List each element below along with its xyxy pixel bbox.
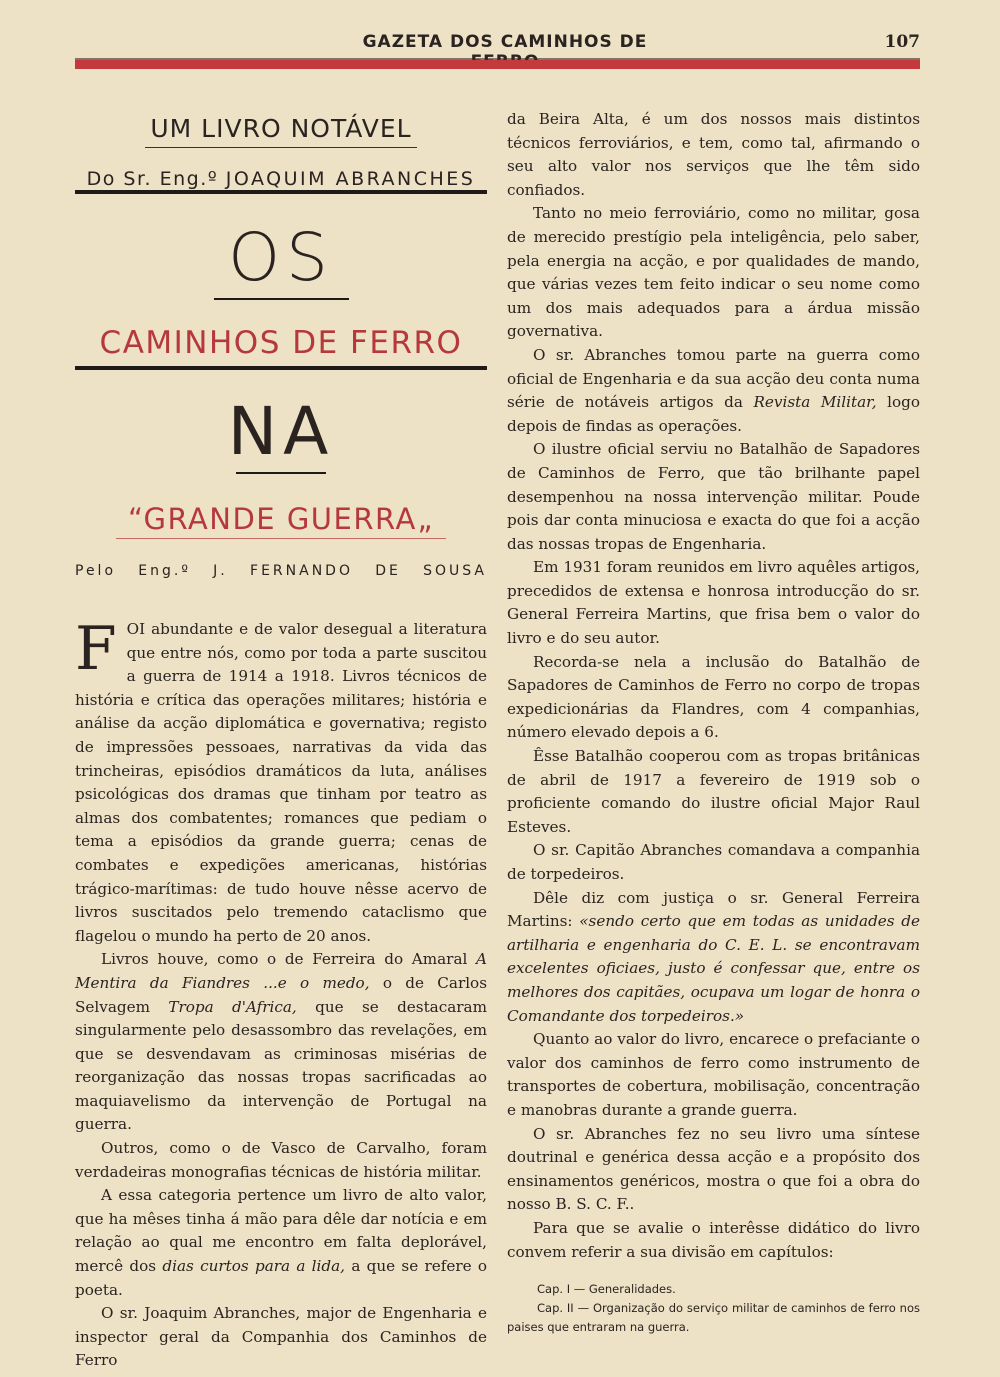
paragraph: Outros, como o de Vasco de Carvalho, foram verdadeiras monografias técnicas de história militar. <box>75 1139 487 1181</box>
paragraph: Êsse Batalhão cooperou com as tropas britânicas de abril de 1917 a fevereiro de 1919 sob o proficiente comando do ilustre oficial Major Raul Esteves. <box>507 747 920 836</box>
chapter-list <box>507 1280 920 1337</box>
author-prefix: Do Sr. Eng.º <box>86 168 219 190</box>
paragraph: Quanto ao valor do livro, encarece o prefaciante o valor dos caminhos de ferro como instrumento de transportes de cobertura, mobilisação, concentração e manobras durante a grande guerra. <box>507 1030 920 1119</box>
paragraph: O ilustre oficial serviu no Batalhão de Sapadores de Caminhos de Ferro, que tão brilhante papel desempenhou na nossa intervenção militar. Poude pois dar conta minuciosa e exacta do que foi a acção das nossas tropas de Engenharia. <box>507 440 920 553</box>
paragraph <box>75 1184 487 1302</box>
book-title: A Mentira da Fiandres ...e o medo, <box>75 950 487 992</box>
title-word-na: NA <box>227 393 335 470</box>
book-title: Tropa d'Africa, <box>168 997 297 1016</box>
paragraph-text: Livros houve, como o de Ferreira do Amaral <box>101 950 468 969</box>
journal-name: Revista Militar, <box>753 393 877 412</box>
paragraph: O sr. Abranches fez no seu livro uma síntese doutrinal e genérica dessa acção e a propósito dos ensinamentos genéricos, mostra o que foi a obra do nosso B. S. C. F.. <box>507 1124 920 1214</box>
journal-title: GAZETA DOS CAMINHOS DE <box>362 32 648 52</box>
title-block <box>75 105 487 579</box>
quotation: «sendo certo que em todas as unidades de artilharia e engenharia do C. E. L. se encontravam excelentes oficiaes, justo é confessar que, entre os melhores dos capitães, ocupava um logar de honra o Comandante dos torpedeiros.» <box>507 912 921 1025</box>
paragraph <box>75 614 487 948</box>
paragraph: O sr. Joaquim Abranches, major de Engenharia e inspector geral da Companhia dos Caminhos de Ferro <box>75 1304 487 1370</box>
paragraph-text: O sr. Abranches tomou parte na guerra como oficial de Engenharia e da sua acção deu conta numa série de notáveis artigos da <box>507 345 920 412</box>
paragraph: Recorda-se nela a inclusão do Batalhão de Sapadores de Caminhos de Ferro no corpo de tropas expedicionárias da Flandres, com 4 companhias, número elevado depois a 6. <box>507 652 920 742</box>
header-rule-red <box>75 60 920 69</box>
left-column-text <box>75 614 488 1373</box>
paragraph-text: a que se refere o poeta. <box>75 1257 488 1299</box>
paragraph <box>507 344 920 438</box>
caminhos-rule <box>75 366 487 370</box>
na-rule <box>236 472 326 474</box>
quotation: dias curtos para a lida, <box>162 1257 346 1276</box>
chapter-item: Cap. I — Generalidades. <box>537 1282 676 1297</box>
paragraph: Tanto no meio ferroviário, como no militar, gosa de merecido prestígio pela inteligência, pelo saber, pela energia na acção, e por qualidades de mando, que várias vezes tem feito indicar o seu nome como um dos mais adequados para a árdua missão governativa. <box>507 204 920 341</box>
book-author-line <box>75 168 487 190</box>
paragraph-text: logo depois de findas as operações. <box>507 393 921 435</box>
grande-rule <box>116 538 446 539</box>
chapter-item: Cap. II — Organização do serviço militar de caminhos de ferro nos paises que entraram na guerra. <box>507 1301 920 1335</box>
author-name: JOAQUIM ABRANCHES <box>225 168 476 190</box>
title-grande-guerra: “GRANDE GUERRA„ <box>127 502 434 536</box>
paragraph: da Beira Alta, é um dos nossos mais distintos técnicos ferroviários, e tem, como tal, afirmando o seu alto valor nos serviços que lhe têm sido confiados. <box>507 110 920 199</box>
running-head <box>75 30 920 58</box>
paragraph-text: o de Carlos Selvagem <box>75 973 487 1016</box>
paragraph-text: A essa categoria pertence um livro de alto valor, que ha mêses tinha á mão para dêle dar notícia e em relação ao qual me encontro em falta deplorável, mercê dos <box>75 1186 487 1276</box>
title-caminhos: CAMINHOS DE FERRO <box>99 325 463 361</box>
paragraph: Para que se avalie o interêsse didático do livro convem referir a sua divisão em capítulos: <box>507 1218 920 1261</box>
paragraph-text: Dêle diz com justiça o sr. General Ferreira Martins: <box>507 888 920 931</box>
paragraph <box>75 948 487 1137</box>
right-column-text <box>507 108 920 1337</box>
paragraph: O sr. Capitão Abranches comandava a companhia de torpedeiros. <box>507 841 920 883</box>
drop-cap: F <box>75 614 117 684</box>
page-number: 107 <box>884 32 920 52</box>
paragraph: Em 1931 foram reunidos em livro aquêles artigos, precedidos de extensa e honrosa introducção do sr. General Ferreira Martins, que frisa bem o valor do livro e do seu autor. <box>507 558 920 648</box>
os-rule <box>214 298 349 300</box>
kicker: UM LIVRO NOTÁVEL <box>150 114 412 143</box>
author-rule <box>75 190 487 194</box>
byline: Pelo Eng.º J. FERNANDO DE SOUSA <box>75 563 487 579</box>
title-word-os: OS <box>228 219 334 296</box>
paragraph-text: que se destacaram singularmente pelo desassombro das revelações, em que se desvendavam as criminosas misérias de reorganização das nossas tropas sacrificadas ao maquiavelismo da intervenção de Portugal na guerra. <box>75 997 488 1134</box>
paragraph-text: OI abundante e de valor desegual a literatura que entre nós, como por toda a parte suscitou a guerra de 1914 a 1918. Livros técnicos de história e crítica das operações militares; história e análise da acção diplomática e governativa; registo de impressões pessoaes, narrativas da vida das trincheiras, episódios dramáticos da luta, análises psicológicas dos dramas que tinham por teatro as almas dos combatentes; romances que pediam o tema a episódios da grande guerra; cenas de combates e expedições americanas, histórias trágico-marítimas: de tudo houve nêsse acervo de livros suscitados pelo tremendo cataclismo que flagelou o mundo ha perto de 20 anos. <box>75 620 487 945</box>
paragraph <box>507 887 920 1029</box>
kicker-rule <box>145 147 417 148</box>
